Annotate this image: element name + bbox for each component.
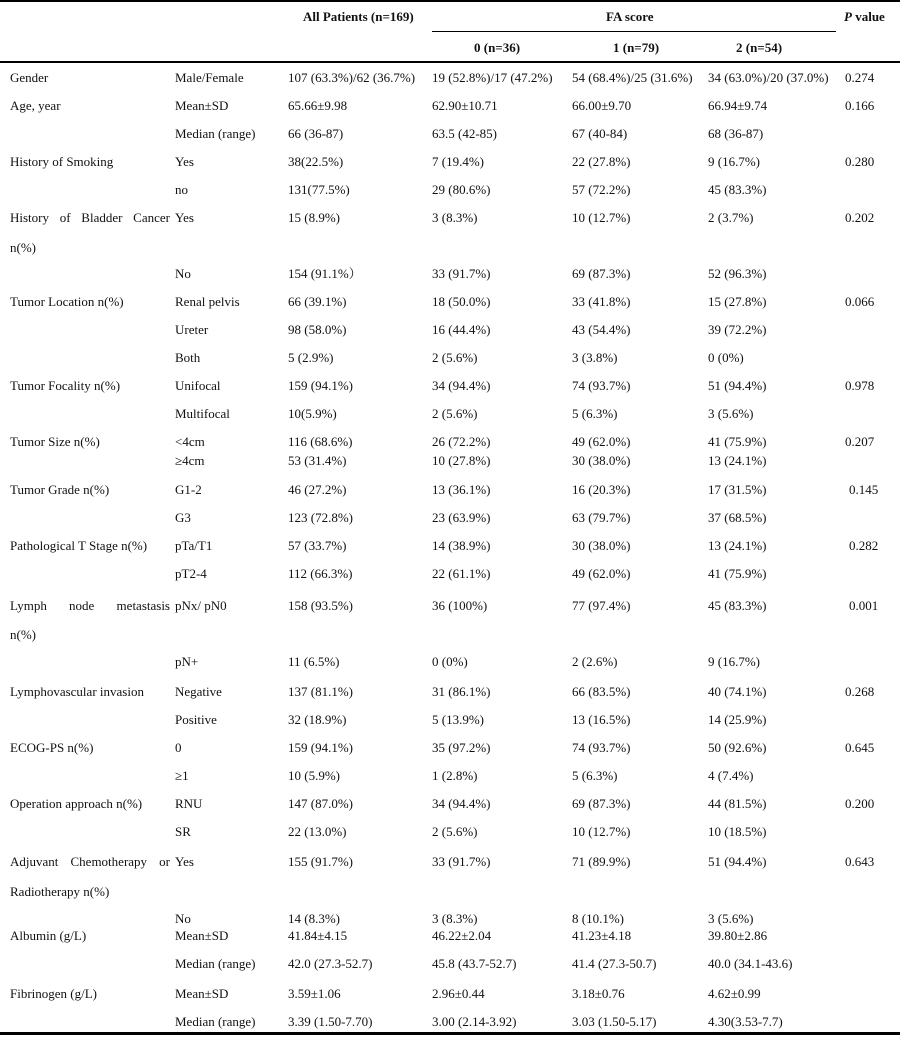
cell-g0: 10 (27.8%) <box>432 453 491 468</box>
header-group-1: 1 (n=79) <box>613 40 660 55</box>
cell-g2: 39 (72.2%) <box>708 322 767 337</box>
cell-g1: 69 (87.3%) <box>572 266 631 281</box>
cell-g2: 39.80±2.86 <box>708 928 768 943</box>
header-all-patients: All Patients (n=169) <box>303 9 414 24</box>
header-group-0: 0 (n=36) <box>474 40 521 55</box>
cell-sub: Median (range) <box>175 1014 256 1029</box>
header-fa-score: FA score <box>606 9 654 24</box>
header-p-letter: P <box>844 9 852 24</box>
cell-g1: 30 (38.0%) <box>572 538 631 553</box>
header-p-rest: value <box>851 9 885 24</box>
cell-g0: 34 (94.4%) <box>432 796 491 811</box>
cell-sub: Ureter <box>175 322 209 337</box>
header-bottom-rule <box>0 61 900 63</box>
cell-all: 38(22.5%) <box>288 154 344 169</box>
cell-p: 0.978 <box>845 378 875 393</box>
cell-label: Tumor Focality n(%) <box>10 378 121 393</box>
cell-g1: 41.4 (27.3-50.7) <box>572 956 657 971</box>
cell-g0: 34 (94.4%) <box>432 378 491 393</box>
cell-g2: 41 (75.9%) <box>708 566 767 581</box>
cell-sub: ≥1 <box>175 768 189 783</box>
cell-g0: 22 (61.1%) <box>432 566 491 581</box>
cell-sub: No <box>175 266 191 281</box>
cell-g2: 3 (5.6%) <box>708 911 754 926</box>
cell-g0: 46.22±2.04 <box>432 928 492 943</box>
cell-g0: 33 (91.7%) <box>432 854 491 869</box>
header-group-2: 2 (n=54) <box>736 40 783 55</box>
cell-g1: 5 (6.3%) <box>572 406 618 421</box>
cell-g1: 77 (97.4%) <box>572 598 631 613</box>
cell-g2: 13 (24.1%) <box>708 453 767 468</box>
cell-p: 0.645 <box>845 740 875 755</box>
cell-all: 3.59±1.06 <box>288 986 341 1001</box>
cell-sub: Mean±SD <box>175 986 229 1001</box>
cell-all: 32 (18.9%) <box>288 712 347 727</box>
cell-all: 137 (81.1%) <box>288 684 353 699</box>
cell-all: 123 (72.8%) <box>288 510 353 525</box>
top-rule <box>0 0 900 2</box>
cell-g1: 54 (68.4%)/25 (31.6%) <box>572 70 693 85</box>
cell-label2: Radiotherapy n(%) <box>10 884 110 899</box>
cell-g1: 74 (93.7%) <box>572 378 631 393</box>
cell-g0: 2 (5.6%) <box>432 406 478 421</box>
cell-label: Fibrinogen (g/L) <box>10 986 98 1001</box>
cell-g1: 57 (72.2%) <box>572 182 631 197</box>
cell-all: 5 (2.9%) <box>288 350 334 365</box>
cell-all: 22 (13.0%) <box>288 824 347 839</box>
cell-g2: 13 (24.1%) <box>708 538 767 553</box>
cell-g1: 13 (16.5%) <box>572 712 631 727</box>
cell-label2: n(%) <box>10 627 36 642</box>
cell-label: Adjuvant Chemotherapy or <box>10 854 170 869</box>
cell-g0: 62.90±10.71 <box>432 98 498 113</box>
cell-g2: 51 (94.4%) <box>708 854 767 869</box>
cell-all: 98 (58.0%) <box>288 322 347 337</box>
cell-g2: 0 (0%) <box>708 350 744 365</box>
cell-g1: 41.23±4.18 <box>572 928 632 943</box>
cell-g2: 68 (36-87) <box>708 126 764 141</box>
cell-sub: G1-2 <box>175 482 202 497</box>
cell-sub: Positive <box>175 712 217 727</box>
cell-sub: SR <box>175 824 191 839</box>
cell-sub: pN+ <box>175 654 199 669</box>
cell-p: 0.202 <box>845 210 875 225</box>
cell-g2: 15 (27.8%) <box>708 294 767 309</box>
cell-sub: Mean±SD <box>175 98 229 113</box>
cell-g0: 19 (52.8%)/17 (47.2%) <box>432 70 553 85</box>
cell-g2: 34 (63.0%)/20 (37.0%) <box>708 70 829 85</box>
cell-g2: 52 (96.3%) <box>708 266 767 281</box>
cell-sub: 0 <box>175 740 182 755</box>
cell-g2: 40.0 (34.1-43.6) <box>708 956 793 971</box>
cell-g0: 35 (97.2%) <box>432 740 491 755</box>
cell-label: Age, year <box>10 98 61 113</box>
cell-sub: Multifocal <box>175 406 230 421</box>
cell-all: 3.39 (1.50-7.70) <box>288 1014 373 1029</box>
cell-g1: 10 (12.7%) <box>572 824 631 839</box>
cell-sub: Yes <box>175 210 194 225</box>
cell-sub: pTa/T1 <box>175 538 213 553</box>
cell-label: ECOG-PS n(%) <box>10 740 94 755</box>
cell-g2: 2 (3.7%) <box>708 210 754 225</box>
cell-p: 0.274 <box>845 70 875 85</box>
cell-g2: 40 (74.1%) <box>708 684 767 699</box>
cell-g2: 45 (83.3%) <box>708 598 767 613</box>
header-p-value <box>844 9 885 25</box>
cell-all: 131(77.5%) <box>288 182 350 197</box>
cell-p: 0.066 <box>845 294 875 309</box>
cell-g0: 1 (2.8%) <box>432 768 478 783</box>
cell-label: Gender <box>10 70 49 85</box>
cell-g2: 14 (25.9%) <box>708 712 767 727</box>
cell-all: 46 (27.2%) <box>288 482 347 497</box>
cell-sub: Negative <box>175 684 222 699</box>
cell-sub: No <box>175 911 191 926</box>
cell-g0: 23 (63.9%) <box>432 510 491 525</box>
cell-p: 0.001 <box>849 598 879 613</box>
cell-all: 159 (94.1%) <box>288 378 353 393</box>
cell-g0: 18 (50.0%) <box>432 294 491 309</box>
cell-g1: 49 (62.0%) <box>572 566 631 581</box>
cell-g2: 9 (16.7%) <box>708 654 760 669</box>
cell-g2: 4 (7.4%) <box>708 768 754 783</box>
cell-g0: 5 (13.9%) <box>432 712 484 727</box>
cell-label: Tumor Location n(%) <box>10 294 124 309</box>
cell-g0: 31 (86.1%) <box>432 684 491 699</box>
cell-sub: Median (range) <box>175 956 256 971</box>
cell-all: 10(5.9%) <box>288 406 337 421</box>
cell-g2: 10 (18.5%) <box>708 824 767 839</box>
cell-all: 158 (93.5%) <box>288 598 353 613</box>
cell-all: 41.84±4.15 <box>288 928 348 943</box>
cell-g2: 4.30(3.53-7.7) <box>708 1014 783 1029</box>
cell-all: 147 (87.0%) <box>288 796 353 811</box>
bottom-rule <box>0 1032 900 1035</box>
cell-sub: pNx/ pN0 <box>175 598 227 613</box>
cell-sub: ≥4cm <box>175 453 205 468</box>
cell-g1: 49 (62.0%) <box>572 434 631 449</box>
cell-label: Pathological T Stage n(%) <box>10 538 148 553</box>
cell-sub: Renal pelvis <box>175 294 240 309</box>
cell-label2: n(%) <box>10 240 36 255</box>
cell-g2: 66.94±9.74 <box>708 98 768 113</box>
cell-all: 159 (94.1%) <box>288 740 353 755</box>
fa-score-subrule <box>432 31 836 32</box>
cell-p: 0.207 <box>845 434 875 449</box>
cell-all: 66 (39.1%) <box>288 294 347 309</box>
cell-g0: 7 (19.4%) <box>432 154 484 169</box>
cell-all: 53 (31.4%) <box>288 453 347 468</box>
cell-label: Tumor Grade n(%) <box>10 482 110 497</box>
cell-g0: 26 (72.2%) <box>432 434 491 449</box>
cell-all: 42.0 (27.3-52.7) <box>288 956 373 971</box>
cell-g1: 22 (27.8%) <box>572 154 631 169</box>
cell-g0: 3 (8.3%) <box>432 911 478 926</box>
cell-g2: 9 (16.7%) <box>708 154 760 169</box>
cell-g0: 2 (5.6%) <box>432 824 478 839</box>
cell-g1: 3 (3.8%) <box>572 350 618 365</box>
cell-sub: Yes <box>175 154 194 169</box>
cell-all: 107 (63.3%)/62 (36.7%) <box>288 70 416 85</box>
cell-sub: RNU <box>175 796 203 811</box>
cell-g2: 44 (81.5%) <box>708 796 767 811</box>
cell-all: 10 (5.9%) <box>288 768 340 783</box>
cell-all: 11 (6.5%) <box>288 654 340 669</box>
cell-sub: Mean±SD <box>175 928 229 943</box>
cell-label: Lymph node metastasis <box>10 598 170 613</box>
cell-sub: G3 <box>175 510 191 525</box>
cell-g0: 3.00 (2.14-3.92) <box>432 1014 517 1029</box>
cell-g2: 3 (5.6%) <box>708 406 754 421</box>
cell-g1: 5 (6.3%) <box>572 768 618 783</box>
cell-g0: 2.96±0.44 <box>432 986 485 1001</box>
cell-g0: 45.8 (43.7-52.7) <box>432 956 517 971</box>
cell-p: 0.282 <box>849 538 879 553</box>
cell-g0: 33 (91.7%) <box>432 266 491 281</box>
cell-g1: 63 (79.7%) <box>572 510 631 525</box>
cell-label: Albumin (g/L) <box>10 928 87 943</box>
cell-g1: 30 (38.0%) <box>572 453 631 468</box>
cell-g0: 2 (5.6%) <box>432 350 478 365</box>
cell-sub: Median (range) <box>175 126 256 141</box>
cell-p: 0.200 <box>845 796 875 811</box>
cell-p: 0.166 <box>845 98 875 113</box>
cell-g2: 41 (75.9%) <box>708 434 767 449</box>
cell-g1: 43 (54.4%) <box>572 322 631 337</box>
cell-g0: 3 (8.3%) <box>432 210 478 225</box>
cell-g0: 36 (100%) <box>432 598 488 613</box>
cell-g0: 14 (38.9%) <box>432 538 491 553</box>
cell-g1: 66 (83.5%) <box>572 684 631 699</box>
cell-g2: 50 (92.6%) <box>708 740 767 755</box>
cell-all: 66 (36-87) <box>288 126 344 141</box>
cell-sub: Yes <box>175 854 194 869</box>
cell-label: Tumor Size n(%) <box>10 434 100 449</box>
cell-p: 0.280 <box>845 154 875 169</box>
cell-g1: 8 (10.1%) <box>572 911 624 926</box>
cell-p: 0.145 <box>849 482 879 497</box>
cell-label: History of Smoking <box>10 154 114 169</box>
cell-all: 65.66±9.98 <box>288 98 348 113</box>
cell-label: Lymphovascular invasion <box>10 684 144 699</box>
cell-all: 112 (66.3%) <box>288 566 353 581</box>
cell-g1: 71 (89.9%) <box>572 854 631 869</box>
cell-g1: 66.00±9.70 <box>572 98 632 113</box>
cell-g1: 10 (12.7%) <box>572 210 631 225</box>
cell-p: 0.643 <box>845 854 875 869</box>
cell-g0: 63.5 (42-85) <box>432 126 497 141</box>
cell-g1: 74 (93.7%) <box>572 740 631 755</box>
cell-sub: pT2-4 <box>175 566 207 581</box>
cell-g0: 29 (80.6%) <box>432 182 491 197</box>
cell-all: 57 (33.7%) <box>288 538 347 553</box>
cell-g1: 3.03 (1.50-5.17) <box>572 1014 657 1029</box>
cell-g1: 33 (41.8%) <box>572 294 631 309</box>
cell-all: 15 (8.9%) <box>288 210 340 225</box>
cell-g2: 4.62±0.99 <box>708 986 761 1001</box>
cell-sub: no <box>175 182 188 197</box>
cell-g0: 13 (36.1%) <box>432 482 491 497</box>
cell-g2: 45 (83.3%) <box>708 182 767 197</box>
cell-p: 0.268 <box>845 684 875 699</box>
cell-label: Operation approach n(%) <box>10 796 143 811</box>
cell-g0: 16 (44.4%) <box>432 322 491 337</box>
cell-sub: <4cm <box>175 434 205 449</box>
cell-g2: 37 (68.5%) <box>708 510 767 525</box>
cell-all: 155 (91.7%) <box>288 854 353 869</box>
cell-g2: 17 (31.5%) <box>708 482 767 497</box>
cell-g0: 0 (0%) <box>432 654 468 669</box>
cell-sub: Both <box>175 350 201 365</box>
cell-g2: 51 (94.4%) <box>708 378 767 393</box>
cell-g1: 69 (87.3%) <box>572 796 631 811</box>
cell-sub: Unifocal <box>175 378 221 393</box>
cell-all: 14 (8.3%) <box>288 911 340 926</box>
cell-all: 116 (68.6%) <box>288 434 353 449</box>
cell-g1: 3.18±0.76 <box>572 986 625 1001</box>
cell-label: History of Bladder Cancer <box>10 210 170 225</box>
cell-g1: 2 (2.6%) <box>572 654 618 669</box>
cell-g1: 67 (40-84) <box>572 126 628 141</box>
cell-sub: Male/Female <box>175 70 244 85</box>
cell-all: 154 (91.1%） <box>288 266 362 281</box>
cell-g1: 16 (20.3%) <box>572 482 631 497</box>
